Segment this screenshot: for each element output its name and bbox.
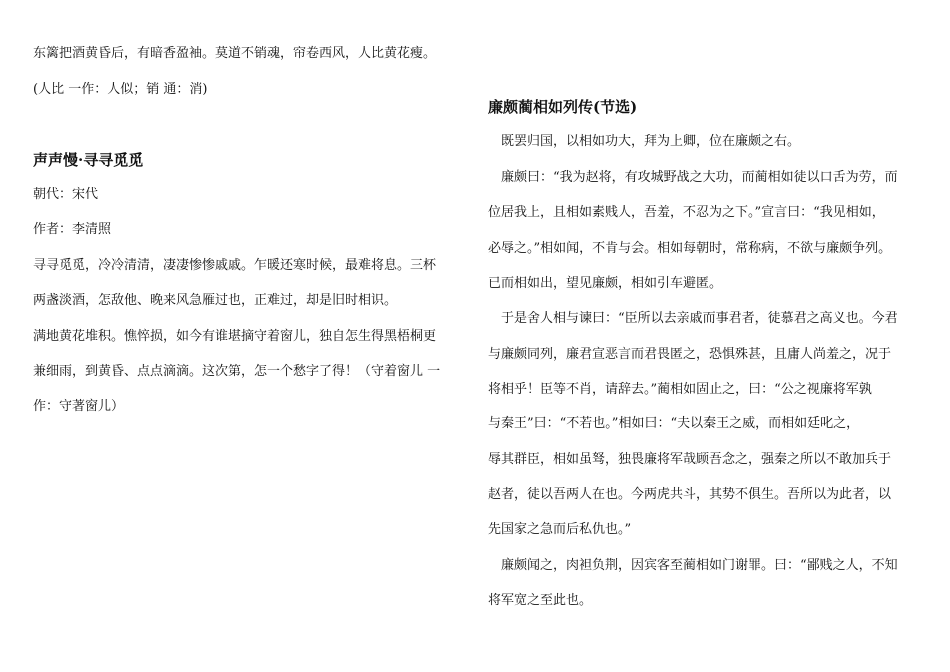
poem-line: 东篱把酒黄昏后，有暗香盈袖。莫道不销魂，帘卷西风，人比黄花瘦。: [33, 46, 437, 61]
essay-line: 将军宽之至此也。: [488, 593, 593, 608]
essay-line: 既罢归国，以相如功大，拜为上卿，位在廉颇之右。: [488, 134, 801, 149]
essay-line: 先国家之急而后私仇也。”: [488, 522, 632, 537]
essay-line: 于是舍人相与谏曰：“臣所以去亲戚而事君者，徒慕君之高义也。今君: [488, 311, 898, 326]
essay-line: 已而相如出，望见廉颇，相如引车避匿。: [488, 276, 723, 291]
poem-dynasty: 朝代：宋代: [33, 187, 99, 202]
essay-title: 廉颇蔺相如列传(节选): [488, 98, 638, 116]
poem-line: 兼细雨，到黄昏、点点滴滴。这次第，怎一个愁字了得！（守着窗儿 一: [33, 364, 441, 379]
essay-line: 廉颇闻之，肉袒负荆，因宾客至蔺相如门谢罪。曰：“鄙贱之人，不知: [488, 558, 898, 573]
poem-line: 满地黄花堆积。憔悴损，如今有谁堪摘守着窗儿，独自怎生得黑梧桐更: [33, 329, 437, 344]
essay-line: 与廉颇同列，廉君宣恶言而君畏匿之，恐惧殊甚，且庸人尚羞之，况于: [488, 347, 892, 362]
poem-note: 作：守著窗儿）: [33, 399, 125, 414]
essay-line: 将相乎！臣等不肖，请辞去。”蔺相如固止之，曰：“公之视廉将军孰: [488, 382, 872, 397]
essay-line: 与秦王”曰：“不若也。”相如曰：“夫以秦王之威，而相如廷叱之，: [488, 416, 860, 431]
poem-line: 两盏淡酒，怎敌他、晚来风急雁过也，正难过，却是旧时相识。: [33, 293, 398, 308]
poem-note: (人比 一作：人似；销 通：消): [33, 82, 208, 97]
poem-title: 声声慢·寻寻觅觅: [33, 151, 144, 169]
poem-author: 作者：李清照: [33, 222, 112, 237]
essay-line: 位居我上，且相如素贱人，吾羞，不忍为之下。”宣言曰：“我见相如，: [488, 205, 885, 220]
essay-line: 辱其群臣，相如虽驽，独畏廉将军哉顾吾念之，强秦之所以不敢加兵于: [488, 452, 892, 467]
essay-line: 廉颇曰：“我为赵将，有攻城野战之大功，而蔺相如徒以口舌为劳，而: [488, 170, 898, 185]
essay-line: 必辱之。”相如闻，不肯与会。相如每朝时，常称病，不欲与廉颇争列。: [488, 241, 892, 256]
poem-line: 寻寻觅觅，冷冷清清，凄凄惨惨戚戚。乍暖还寒时候，最难将息。三杯: [33, 258, 437, 273]
essay-line: 赵者，徒以吾两人在也。今两虎共斗，其势不俱生。吾所以为此者，以: [488, 487, 892, 502]
